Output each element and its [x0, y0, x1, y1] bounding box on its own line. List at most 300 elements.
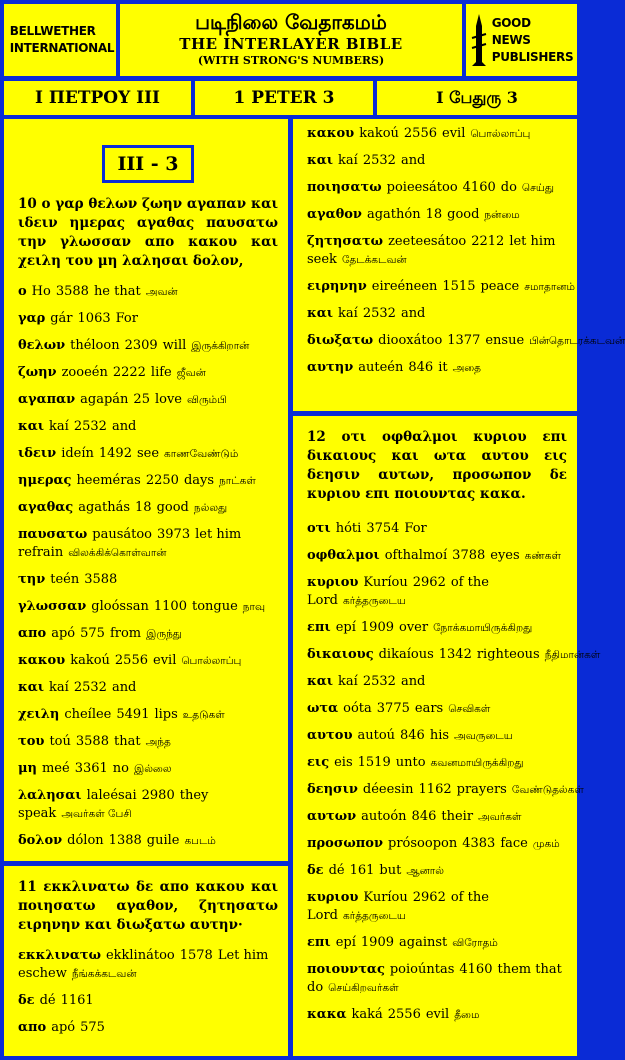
english-gloss: will [162, 338, 187, 353]
word-entry [307, 808, 567, 826]
transliteration: autoón [361, 809, 407, 824]
tamil-gloss: அவருடைய [454, 730, 513, 742]
greek-word: κυριου [307, 575, 359, 590]
strongs-number: 2532 [362, 674, 396, 689]
tamil-gloss: பொல்லாப்பு [181, 655, 242, 667]
english-gloss: see [136, 446, 160, 461]
english-gloss: eyes [490, 548, 520, 563]
transliteration: apó [51, 1020, 76, 1035]
verse-12-text: 12 οτι οφθαλμοι κυριου επι δικαιους και ωτα αυτου εις δεησιν αυτων, προσωπον δε κυριου επι ποιουντας κακα. [307, 429, 567, 502]
strongs-number: 1162 [418, 782, 452, 797]
transliteration: agathás [78, 500, 131, 515]
word-entry [18, 598, 278, 616]
greek-word: δολον [18, 833, 63, 848]
tamil-gloss: விலக்கிக்கொள்வான் [68, 547, 167, 559]
transliteration: eireéneen [371, 279, 438, 294]
strongs-number: 5491 [116, 707, 150, 722]
tamil-gloss: அதை [452, 362, 482, 374]
transliteration: gloóssan [91, 599, 149, 614]
word-entry [307, 152, 567, 170]
tamil-gloss: நன்மை [484, 209, 520, 221]
word-entry [307, 673, 567, 691]
good-news-logo [466, 4, 577, 76]
word-entry [18, 679, 278, 697]
word-entry [18, 832, 278, 850]
english-gloss: Let him eschew [18, 948, 269, 981]
transliteration: agathón [366, 207, 421, 222]
transliteration: epí [335, 935, 356, 950]
english-gloss: no [112, 761, 129, 776]
english-gloss: of the Lord [307, 890, 489, 923]
strongs-number: 161 [349, 863, 375, 878]
greek-word: ημερας [18, 473, 72, 488]
word-entry [18, 418, 278, 436]
transliteration: dé [328, 863, 345, 878]
word-entry [18, 787, 278, 823]
greek-word: ιδειν [18, 446, 57, 461]
ref-english: 1 PETER 3 [195, 81, 373, 115]
greek-word: ωτα [307, 701, 339, 716]
strongs-number: 25 [133, 392, 150, 407]
english-gloss: good [447, 207, 480, 222]
good-news-logo-text [492, 15, 574, 66]
verse-12-word-list [307, 520, 601, 1024]
tamil-gloss: அவர்கள் பேசி [61, 808, 132, 820]
verse-11-continued-panel [293, 119, 625, 411]
word-entry [307, 646, 601, 664]
verse-10-word-list [18, 283, 278, 850]
strongs-number: 2309 [124, 338, 158, 353]
strongs-number: 2556 [114, 653, 148, 668]
english-gloss: they speak [18, 788, 209, 821]
word-entry [307, 1006, 567, 1024]
english-gloss: evil [425, 1007, 450, 1022]
strongs-number: 575 [80, 626, 105, 641]
greek-word: και [307, 306, 334, 321]
strongs-number: 2980 [141, 788, 175, 803]
transliteration: kaí [338, 306, 358, 321]
tamil-gloss: தீமை [454, 1009, 480, 1021]
english-gloss: and [400, 674, 426, 689]
greek-word: ειρηνην [307, 279, 367, 294]
strongs-number: 2532 [362, 153, 396, 168]
tamil-gloss: பொல்லாப்பு [470, 128, 531, 140]
strongs-number: 3973 [157, 527, 191, 542]
strongs-number: 3361 [74, 761, 108, 776]
word-entry [18, 652, 278, 670]
word-entry [18, 499, 278, 517]
chapter-badge: III - 3 [102, 145, 194, 183]
tamil-gloss: நாட்கள் [219, 475, 256, 487]
word-entry [18, 947, 278, 983]
word-entry [307, 233, 567, 269]
english-gloss: lips [154, 707, 178, 722]
transliteration: théloon [70, 338, 120, 353]
english-gloss: ensue [485, 333, 525, 348]
english-gloss: but [379, 863, 402, 878]
transliteration: dólon [67, 833, 104, 848]
greek-word: κακου [18, 653, 66, 668]
strongs-number: 3588 [55, 284, 89, 299]
transliteration: dé [39, 993, 56, 1008]
english-gloss: and [400, 153, 426, 168]
english-gloss: For [404, 521, 427, 536]
bellwether-logo [4, 4, 116, 76]
verse-11-text: 11 εκκλινατω δε απο κακου και ποιησατω αγαθον, ζητησατω ειρηνην και διωξατω αυτην· [18, 879, 278, 933]
word-entry [307, 934, 567, 952]
word-entry [18, 760, 278, 778]
transliteration: déeesin [362, 782, 414, 797]
word-entry [18, 283, 278, 301]
word-entry [307, 862, 567, 880]
word-entry [307, 179, 567, 197]
strongs-number: 1388 [108, 833, 142, 848]
greek-word: ποιουντας [307, 962, 385, 977]
word-entry [307, 781, 584, 799]
strongs-number: 2222 [112, 365, 146, 380]
verse-10-panel [4, 119, 288, 861]
transliteration: zeeteesátoo [388, 234, 467, 249]
strongs-number: 2962 [412, 575, 446, 590]
transliteration: laleésai [86, 788, 137, 803]
transliteration: Kuríou [363, 890, 408, 905]
greek-word: γλωσσαν [18, 599, 87, 614]
strongs-number: 1377 [447, 333, 481, 348]
word-entry [18, 526, 278, 562]
english-gloss: tongue [191, 599, 238, 614]
greek-word: ο [18, 284, 27, 299]
transliteration: ofthalmoí [384, 548, 448, 563]
transliteration: kaí [338, 674, 358, 689]
greek-word: και [307, 674, 334, 689]
strongs-number: 2532 [362, 306, 396, 321]
word-entry [18, 733, 278, 751]
word-entry [307, 754, 567, 772]
tamil-gloss: நீங்கக்கடவன் [71, 968, 137, 980]
english-gloss: For [115, 311, 138, 326]
tamil-gloss: கபடம் [184, 835, 216, 847]
greek-word: κακου [307, 126, 355, 141]
transliteration: hóti [335, 521, 362, 536]
tamil-gloss: செவிகள் [448, 703, 491, 715]
logo-line-2: INTERNATIONAL [9, 41, 115, 55]
english-gloss: over [399, 620, 429, 635]
greek-word: αυτου [307, 728, 353, 743]
word-entry [307, 961, 567, 997]
ref-tamil: I பேதுரு 3 [377, 81, 577, 115]
transliteration: prósoopon [388, 836, 458, 851]
tamil-gloss: கண்கள் [524, 550, 561, 562]
greek-word: αγαπαν [18, 392, 76, 407]
tamil-gloss: விரும்பி [187, 394, 227, 406]
word-entry [18, 1019, 278, 1037]
tamil-gloss: முகம் [532, 838, 560, 850]
word-entry [307, 547, 567, 565]
word-entry [307, 619, 567, 637]
greek-word: και [18, 680, 45, 695]
tamil-gloss: இருக்கிறான் [191, 340, 250, 352]
greek-word: ζητησατω [307, 234, 384, 249]
word-entry [307, 889, 567, 925]
transliteration: kakoú [70, 653, 110, 668]
english-gloss: face [500, 836, 528, 851]
greek-word: εκκλινατω [18, 948, 101, 963]
word-entry [307, 278, 575, 296]
transliteration: agapán [80, 392, 129, 407]
greek-word: δεησιν [307, 782, 358, 797]
english-gloss: guile [146, 833, 180, 848]
greek-word: την [18, 572, 46, 587]
greek-word: παυσατω [18, 527, 88, 542]
strongs-number: 2556 [403, 126, 437, 141]
transliteration: poioúntas [389, 962, 455, 977]
tamil-gloss: செய்து [521, 182, 555, 194]
tamil-gloss: கவனமாயிருக்கிறது [430, 757, 524, 769]
english-gloss: peace [480, 279, 520, 294]
tamil-gloss: விரோதம் [452, 937, 498, 949]
greek-word: κυριου [307, 890, 359, 905]
english-gloss: unto [395, 755, 426, 770]
strongs-number: 846 [400, 728, 425, 743]
title-subtitle: (WITH STRONG'S NUMBERS) [197, 54, 385, 67]
strongs-number: 1515 [442, 279, 476, 294]
transliteration: epí [335, 620, 356, 635]
greek-word: του [18, 734, 45, 749]
word-entry [18, 706, 278, 724]
strongs-number: 1909 [360, 935, 394, 950]
english-gloss: evil [442, 126, 466, 141]
greek-word: θελων [18, 338, 66, 353]
word-entry [18, 337, 278, 355]
tamil-gloss: செய்கிறவர்கள் [328, 982, 399, 994]
greek-word: διωξατω [307, 333, 374, 348]
english-gloss: righteous [476, 647, 540, 662]
english-gloss: it [438, 360, 448, 375]
verse-12-panel [293, 416, 601, 1056]
english-gloss: ears [414, 701, 444, 716]
english-gloss: and [111, 419, 137, 434]
strongs-number: 1342 [438, 647, 472, 662]
word-entry [18, 571, 278, 589]
tamil-gloss: கர்த்தருடைய [343, 910, 406, 922]
strongs-number: 1492 [98, 446, 132, 461]
transliteration: cheílee [64, 707, 112, 722]
strongs-number: 1578 [179, 948, 213, 963]
transliteration: Kuríou [363, 575, 408, 590]
verse-11-panel [4, 866, 288, 1056]
ref-greek: Ι ΠΕΤΡΟΥ ΙΙΙ [4, 81, 191, 115]
title-tamil: படிநிலை வேதாகமம் [195, 10, 387, 34]
transliteration: kaí [338, 153, 358, 168]
greek-word: οτι [307, 521, 331, 536]
greek-word: κακα [307, 1007, 347, 1022]
word-entry [307, 520, 567, 538]
transliteration: Ho [31, 284, 51, 299]
english-gloss: of the Lord [307, 575, 489, 608]
strongs-number: 3775 [376, 701, 410, 716]
tamil-gloss: ஜீவன் [176, 367, 206, 379]
strongs-number: 3588 [84, 572, 118, 587]
strongs-number: 1063 [77, 311, 111, 326]
transliteration: gár [50, 311, 73, 326]
tamil-gloss: உதடுகள் [182, 709, 225, 721]
logo-line-1: GOOD NEWS [491, 15, 531, 47]
transliteration: dikaíous [378, 647, 434, 662]
english-gloss: their [441, 809, 474, 824]
greek-word: μη [18, 761, 37, 776]
greek-word: εις [307, 755, 330, 770]
transliteration: kaká [351, 1007, 383, 1022]
word-entry [307, 727, 567, 745]
word-entry [18, 472, 278, 490]
strongs-number: 4160 [462, 180, 496, 195]
word-entry [307, 125, 567, 143]
tamil-gloss: தேடக்கடவன் [341, 254, 407, 266]
word-entry [307, 332, 625, 350]
tamil-gloss: அவர்கள் [478, 811, 522, 823]
greek-word: χειλη [18, 707, 60, 722]
strongs-number: 2532 [73, 419, 107, 434]
strongs-number: 4383 [462, 836, 496, 851]
transliteration: zooeén [61, 365, 108, 380]
greek-word: επι [307, 935, 331, 950]
english-gloss: from [109, 626, 142, 641]
title-block [120, 4, 462, 76]
transliteration: diooxátoo [378, 333, 443, 348]
word-entry [307, 574, 567, 610]
english-gloss: his [429, 728, 450, 743]
strongs-number: 2250 [145, 473, 179, 488]
strongs-number: 2962 [412, 890, 446, 905]
word-entry [18, 445, 278, 463]
strongs-number: 2212 [471, 234, 505, 249]
strongs-number: 846 [408, 360, 434, 375]
english-gloss: let him seek [307, 234, 556, 267]
english-gloss: evil [153, 653, 177, 668]
strongs-number: 575 [80, 1020, 105, 1035]
strongs-number: 4160 [459, 962, 493, 977]
greek-word: δε [307, 863, 324, 878]
tamil-gloss: இல்லை [133, 763, 172, 775]
english-gloss: against [399, 935, 448, 950]
greek-word: οφθαλμοι [307, 548, 380, 563]
verse-10-text: 10 ο γαρ θελων ζωην αγαπαν και ιδειν ημερας αγαθας παυσατω την γλωσσαν απο κακου και χειλη του μη λαλησαι δολον, [18, 196, 278, 269]
strongs-number: 3588 [75, 734, 109, 749]
tamil-gloss: நல்லது [193, 502, 228, 514]
greek-word: γαρ [18, 311, 46, 326]
strongs-number: 18 [135, 500, 152, 515]
word-entry [18, 310, 278, 328]
strongs-number: 2556 [387, 1007, 421, 1022]
tamil-gloss: அந்த [145, 736, 171, 748]
greek-word: δικαιους [307, 647, 374, 662]
greek-word: δε [18, 993, 35, 1008]
strongs-number: 1519 [357, 755, 391, 770]
english-gloss: he that [93, 284, 141, 299]
english-gloss: life [150, 365, 172, 380]
verse-11-word-list [18, 947, 278, 1037]
transliteration: meé [41, 761, 70, 776]
transliteration: poieesátoo [386, 180, 458, 195]
english-gloss: do [500, 180, 517, 195]
word-entry [307, 359, 567, 377]
english-gloss: that [113, 734, 141, 749]
strongs-number: 3754 [366, 521, 400, 536]
bellwether-logo-text [10, 23, 114, 57]
greek-word: απο [18, 1020, 47, 1035]
transliteration: kaí [49, 419, 69, 434]
strongs-number: 2532 [73, 680, 107, 695]
english-gloss: love [154, 392, 182, 407]
strongs-number: 1909 [360, 620, 394, 635]
word-entry [307, 305, 567, 323]
transliteration: apó [51, 626, 76, 641]
greek-word: και [18, 419, 45, 434]
word-entry [18, 992, 278, 1010]
greek-word: λαλησαι [18, 788, 82, 803]
greek-word: προσωπον [307, 836, 384, 851]
tamil-gloss: அவன் [145, 286, 178, 298]
transliteration: toú [49, 734, 71, 749]
word-entry [18, 625, 278, 643]
transliteration: eis [334, 755, 353, 770]
greek-word: αυτην [307, 360, 354, 375]
transliteration: teén [50, 572, 80, 587]
english-gloss: good [156, 500, 189, 515]
transliteration: kakoú [359, 126, 399, 141]
word-entry [18, 364, 278, 382]
strongs-number: 1100 [153, 599, 187, 614]
strongs-number: 1161 [60, 993, 94, 1008]
tamil-gloss: கர்த்தருடைய [343, 595, 406, 607]
tamil-gloss: சமாதானம் [524, 281, 575, 293]
english-gloss: let him refrain [18, 527, 242, 560]
tamil-gloss: நீதிமான்கள் [544, 649, 601, 661]
tamil-gloss: நோக்கமாயிருக்கிறது [433, 622, 533, 634]
greek-word: αυτων [307, 809, 357, 824]
transliteration: ideín [61, 446, 94, 461]
english-gloss: and [400, 306, 426, 321]
strongs-number: 846 [411, 809, 437, 824]
word-entry [307, 700, 567, 718]
word-entry [18, 391, 278, 409]
title-english: THE INTERLAYER BIBLE [179, 35, 403, 53]
transliteration: oóta [343, 701, 372, 716]
tamil-gloss: ஆனால் [406, 865, 445, 877]
transliteration: auteén [358, 360, 404, 375]
strongs-number: 18 [425, 207, 443, 222]
tamil-gloss: பின்தொடரக்கடவன் [529, 335, 625, 347]
english-gloss: days [183, 473, 215, 488]
transliteration: heeméras [76, 473, 141, 488]
english-gloss: them that do [307, 962, 562, 995]
greek-word: επι [307, 620, 331, 635]
tamil-gloss: வேண்டுதல்கள் [511, 784, 584, 796]
logo-line-1: BELLWETHER [9, 24, 96, 38]
tamil-gloss: நாவு [242, 601, 266, 613]
transliteration: autoú [357, 728, 396, 743]
transliteration: pausátoo [92, 527, 153, 542]
greek-word: ζωην [18, 365, 57, 380]
greek-word: ποιησατω [307, 180, 382, 195]
tamil-gloss: இருந்து [146, 628, 182, 640]
verse-11-continued-word-list [307, 125, 625, 377]
word-entry [307, 835, 567, 853]
greek-word: απο [18, 626, 47, 641]
tamil-gloss: காணவேண்டும் [164, 448, 239, 460]
english-gloss: prayers [456, 782, 507, 797]
greek-word: αγαθας [18, 500, 74, 515]
